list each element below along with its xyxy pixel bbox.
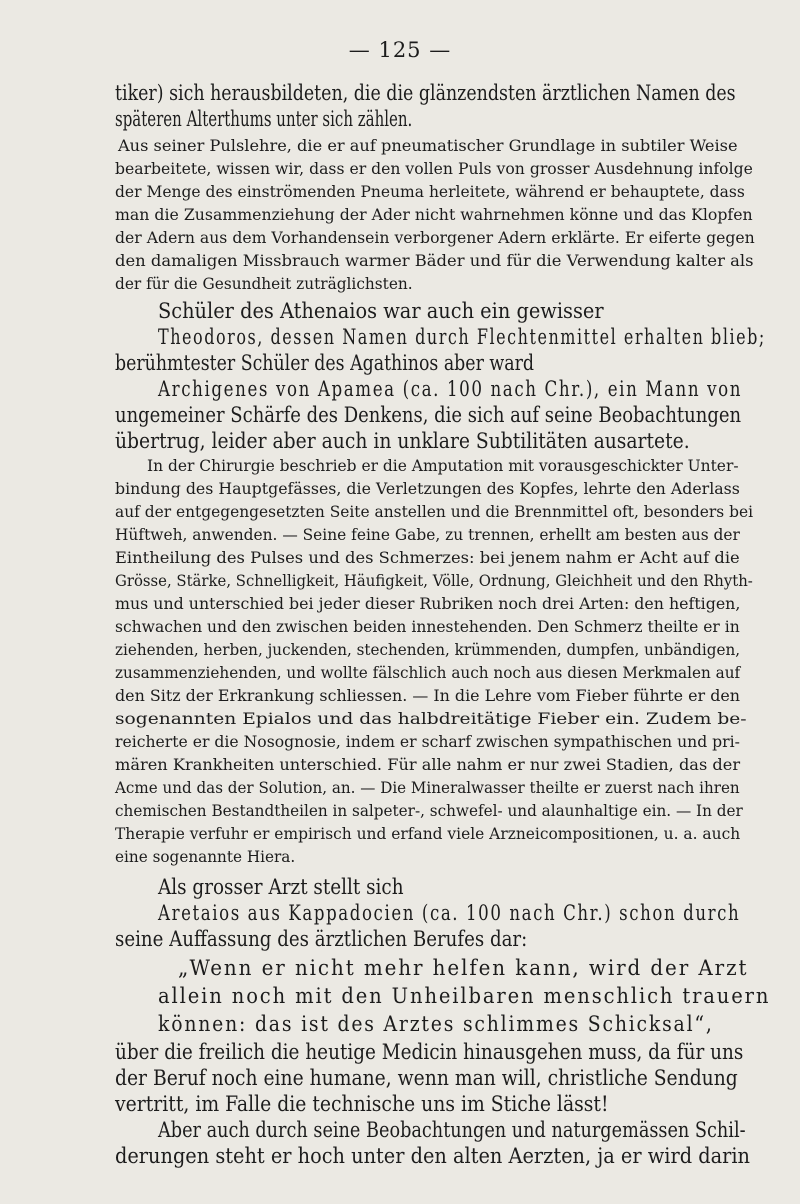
text-line: vertritt, im Falle die technische uns im Stiche lässt! <box>115 1092 609 1116</box>
text-line: tiker) sich herausbildeten, die die glänzendsten ärztlichen Namen des <box>115 81 736 105</box>
text-line: übertrug, leider aber auch in unklare Subtilitäten ausartete. <box>115 429 690 453</box>
text-line: allein noch mit den Unheilbaren menschlich trauern <box>158 984 771 1008</box>
text-line: Archigenes von Apamea (ca. 100 nach Chr.), ein Mann von <box>158 377 743 401</box>
text-line: man die Zusammenziehung der Ader nicht wahrnehmen könne und das Klopfen <box>115 205 753 224</box>
text-line: Eintheilung des Pulses und des Schmerzes: bei jenem nahm er Acht auf die <box>115 548 740 567</box>
text-line: Aus seiner Pulslehre, die er auf pneumatischer Grundlage in subtiler Weise <box>118 136 738 155</box>
text-line: der Menge des einströmenden Pneuma herleitete, während er behauptete, dass <box>115 182 745 201</box>
text-line: bearbeitete, wissen wir, dass er den vollen Puls von grosser Ausdehnung infolge <box>115 159 753 178</box>
text-line: In der Chirurgie beschrieb er die Amputation mit vorausgeschickter Unter- <box>147 456 739 475</box>
text-line: sogenannten Epialos und das halbdreitätige Fieber ein. Zudem be- <box>115 709 747 728</box>
text-line: der für die Gesundheit zuträglichsten. <box>115 274 413 293</box>
text-line: auf der entgegengesetzten Seite anstellen und die Brennmittel oft, besonders bei <box>115 502 753 521</box>
text-line: der Beruf noch eine humane, wenn man will, christliche Sendung <box>115 1066 738 1090</box>
text-line: den damaligen Missbrauch warmer Bäder und für die Verwendung kalter als <box>115 251 754 270</box>
text-line: ziehenden, herben, juckenden, stechenden, krümmenden, dumpfen, unbändigen, <box>115 640 741 659</box>
text-line: schwachen und den zwischen beiden innestehenden. Den Schmerz theilte er in <box>115 617 740 636</box>
text-line: mären Krankheiten unterschied. Für alle nahm er nur zwei Stadien, das der <box>115 755 741 774</box>
text-line: mus und unterschied bei jeder dieser Rubriken noch drei Arten: den heftigen, <box>115 594 741 613</box>
text-line: Aretaios aus Kappadocien (ca. 100 nach Chr.) schon durch <box>158 901 741 925</box>
text-line: über die freilich die heutige Medicin hinausgehen muss, da für uns <box>115 1040 744 1064</box>
text-line: berühmtester Schüler des Agathinos aber ward <box>115 351 534 375</box>
text-line: „Wenn er nicht mehr helfen kann, wird der Arzt <box>178 956 749 980</box>
text-line: Therapie verfuhr er empirisch und erfand viele Arzneicompositionen, u. a. auch <box>115 824 741 843</box>
page-number: — 125 — <box>348 38 452 62</box>
text-line: ungemeiner Schärfe des Denkens, die sich auf seine Beobachtungen <box>115 403 742 427</box>
text-line: Aber auch durch seine Beobachtungen und naturgemässen Schil- <box>158 1118 746 1142</box>
text-line: späteren Alterthums unter sich zählen. <box>115 107 413 131</box>
text-line: reicherte er die Nosognosie, indem er scharf zwischen sympathischen und pri- <box>115 732 740 751</box>
text-line: den Sitz der Erkrankung schliessen. — In die Lehre vom Fieber führte er den <box>115 686 741 705</box>
text-line: chemischen Bestandtheilen in salpeter-, schwefel- und alaunhaltige ein. — In der <box>115 801 743 820</box>
text-line: zusammenziehenden, und wollte fälschlich auch noch aus diesen Merkmalen auf <box>115 663 741 682</box>
text-line: derungen steht er hoch unter den alten Aerzten, ja er wird darin <box>115 1144 750 1168</box>
text-line: Grösse, Stärke, Schnelligkeit, Häufigkeit, Völle, Ordnung, Gleichheit und den Rhyth- <box>115 571 753 590</box>
text-line: Theodoros, dessen Namen durch Flechtenmittel erhalten blieb; <box>158 325 766 349</box>
text-line: eine sogenannte Hiera. <box>115 847 296 866</box>
text-line: können: das ist des Arztes schlimmes Schicksal“, <box>158 1012 714 1036</box>
text-line: Schüler des Athenaios war auch ein gewisser <box>158 299 604 323</box>
text-line: der Adern aus dem Vorhandensein verborgener Adern erklärte. Er eiferte gegen <box>115 228 755 247</box>
text-line: bindung des Hauptgefässes, die Verletzungen des Kopfes, lehrte den Aderlass <box>115 479 740 498</box>
text-line: Hüftweh, anwenden. — Seine feine Gabe, zu trennen, erhellt am besten aus der <box>115 525 740 544</box>
text-line: seine Auffassung des ärztlichen Berufes dar: <box>115 927 528 951</box>
text-line: Als grosser Arzt stellt sich <box>158 875 404 899</box>
text-line: Acme und das der Solution, an. — Die Mineralwasser theilte er zuerst nach ihren <box>115 778 740 797</box>
